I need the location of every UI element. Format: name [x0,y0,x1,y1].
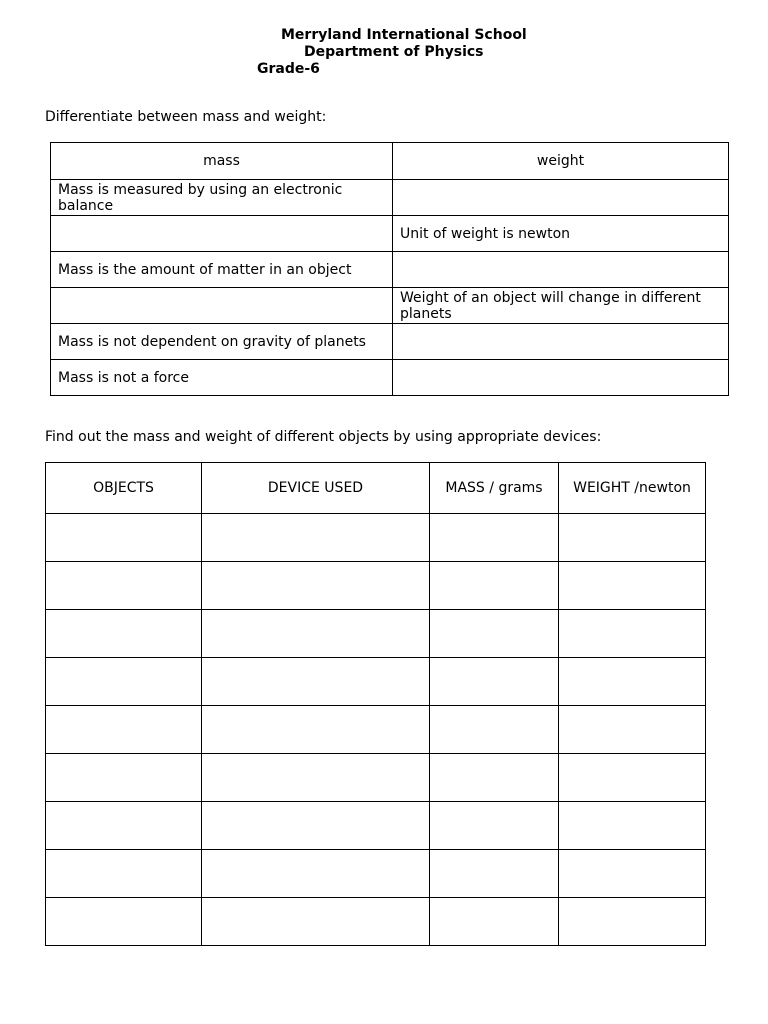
device-cell[interactable] [202,802,430,850]
device-cell[interactable] [202,898,430,946]
weight-cell[interactable] [559,850,706,898]
device-cell[interactable] [202,562,430,610]
table-row [46,898,706,946]
table-row [51,288,729,324]
mass-cell[interactable] [430,706,559,754]
weight-cell[interactable] [559,562,706,610]
object-cell[interactable] [46,562,202,610]
mass-cell[interactable] [430,754,559,802]
table-row [46,706,706,754]
device-cell[interactable] [202,610,430,658]
object-cell[interactable] [46,802,202,850]
department-name: Department of Physics [304,44,484,60]
objects-table [45,462,706,946]
mass-cell[interactable] [430,658,559,706]
mass-cell[interactable] [430,610,559,658]
column-header-weight: weight [393,143,729,180]
mass-cell[interactable] [430,514,559,562]
object-cell[interactable] [46,610,202,658]
device-cell[interactable] [202,850,430,898]
mass-cell[interactable] [430,898,559,946]
grade-label: Grade-6 [257,61,320,77]
weight-cell[interactable] [559,658,706,706]
mass-cell[interactable]: Mass is not a force [51,360,393,396]
device-cell[interactable] [202,658,430,706]
mass-cell[interactable]: Mass is not dependent on gravity of planets [51,324,393,360]
table-row [51,216,729,252]
weight-cell[interactable] [393,360,729,396]
table-row [51,252,729,288]
table-header-row [46,463,706,514]
weight-cell[interactable] [559,706,706,754]
mass-cell[interactable] [51,288,393,324]
object-cell[interactable] [46,754,202,802]
weight-cell[interactable] [393,324,729,360]
weight-cell[interactable]: Unit of weight is newton [393,216,729,252]
table-row [46,514,706,562]
mass-cell[interactable] [430,562,559,610]
school-name: Merryland International School [281,27,527,43]
device-cell[interactable] [202,706,430,754]
weight-cell[interactable] [559,802,706,850]
table-row [46,658,706,706]
weight-cell[interactable] [559,610,706,658]
device-cell[interactable] [202,514,430,562]
column-header-weight-newton: WEIGHT /newton [559,463,706,514]
table-row [46,610,706,658]
weight-cell[interactable] [559,898,706,946]
object-cell[interactable] [46,514,202,562]
column-header-device-used: DEVICE USED [202,463,430,514]
column-header-objects: OBJECTS [46,463,202,514]
table-row [46,562,706,610]
object-cell[interactable] [46,898,202,946]
mass-cell[interactable] [51,216,393,252]
column-header-mass-grams: MASS / grams [430,463,559,514]
mass-cell[interactable] [430,850,559,898]
table-row [46,850,706,898]
table-row [46,802,706,850]
mass-cell[interactable]: Mass is the amount of matter in an object [51,252,393,288]
object-cell[interactable] [46,850,202,898]
mass-cell[interactable] [430,802,559,850]
object-cell[interactable] [46,706,202,754]
device-cell[interactable] [202,754,430,802]
table-row [51,180,729,216]
mass-cell[interactable]: Mass is measured by using an electronic balance [51,180,393,216]
table-header-row [51,143,729,180]
table-row [51,324,729,360]
weight-cell[interactable] [559,514,706,562]
mass-weight-prompt: Differentiate between mass and weight: [45,109,327,125]
table-row [51,360,729,396]
table-row [46,754,706,802]
objects-table-body [46,514,706,946]
objects-prompt: Find out the mass and weight of different objects by using appropriate devices: [45,429,602,445]
column-header-mass: mass [51,143,393,180]
object-cell[interactable] [46,658,202,706]
weight-cell[interactable] [393,180,729,216]
weight-cell[interactable] [559,754,706,802]
mass-weight-table [50,142,729,396]
weight-cell[interactable]: Weight of an object will change in different planets [393,288,729,324]
weight-cell[interactable] [393,252,729,288]
